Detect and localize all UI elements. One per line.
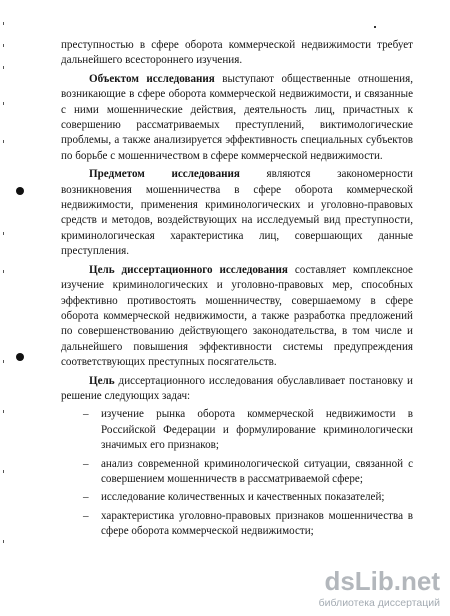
margin-tick [3,22,4,25]
list-item [61,457,413,488]
tasks-list [61,407,413,539]
margin-tick [3,540,4,543]
paragraph-object-text: выступают общественные отношения, возникающие в сфере оборота коммерческой недвижимости, и связанные с ними мошеннические действия, деятельность лиц, причастных к совершению рассматриваемых преступлений, виктимологические проблемы, а также анализируется эффективность специальных субъектов по борьбе с мошенничеством в сфере коммерческой недвижимости. [61,72,413,162]
body-text [61,38,413,540]
list-item-text: характеристика уголовно-правовых признаков мошенничества в сфере оборота коммерческой недвижимости; [101,509,413,538]
dash-bullet: – [83,509,89,522]
punch-hole [16,353,24,361]
term-goal-short: Цель [89,374,115,387]
list-item-text: анализ современной криминологической ситуации, связанной с совершением мошенничеств в рассматриваемой сфере; [101,457,413,485]
margin-tick [3,360,4,363]
scan-margin [0,0,20,616]
margin-tick [3,232,4,235]
dash-bullet: – [83,457,89,470]
term-goal: Цель диссертационного исследования [89,263,288,276]
dslib-logo: dsLib.net [324,566,440,596]
paragraph-tasks-intro-text: диссертационного исследования обуславливает постановку и решение следующих задач: [61,374,413,402]
list-item [61,490,413,505]
margin-tick [3,140,4,143]
paragraph-subject-text: являются закономерности возникновения мошенничества в сфере оборота коммерческой недвижимости, применения криминологических и уголовно-правовых средств и методов, воздействующих на исследуемый вид преступности, криминологическая характеристика лиц, совершающих данные преступления. [61,168,413,258]
term-object: Объектом исследования [89,72,215,85]
margin-tick [3,410,4,413]
dash-bullet: – [83,408,89,421]
scan-speck [374,26,376,28]
paragraph-goal [61,263,413,371]
paragraph-tasks-intro [61,374,413,405]
list-item [61,509,413,540]
list-item [61,407,413,453]
punch-hole [16,187,24,195]
dslib-subtitle: библиотека диссертаций [318,597,440,609]
term-subject: Предметом исследования [89,168,240,181]
paragraph-subject [61,167,413,259]
paragraph-goal-text: составляет комплексное изучение криминологических и уголовно-правовых мер, способных эффективно противостоять мошенничеству, совершаемому в сфере оборота коммерческой недвижимости, а также разработка предложений по совершенствованию действующего законодательства, в том числе и дальнейшего повышения эффективности системы предупреждения соответствующих преступных посягательств. [61,263,413,369]
margin-tick [3,270,4,273]
paragraph-continuation: преступностью в сфере оборота коммерческой недвижимости требует дальнейшего всестороннего изучения. [61,39,413,67]
margin-tick [3,66,4,69]
list-item-text: исследование количественных и качественных показателей; [101,491,385,504]
dash-bullet: – [83,491,89,504]
dslib-watermark-link[interactable] [290,568,440,608]
margin-tick [3,44,4,47]
margin-tick [3,470,4,473]
paragraph-object [61,72,413,164]
margin-tick [3,102,4,105]
list-item-text: изучение рынка оборота коммерческой недвижимости в Российской Федерации и формулирование криминологически значимых его признаков; [101,408,413,452]
